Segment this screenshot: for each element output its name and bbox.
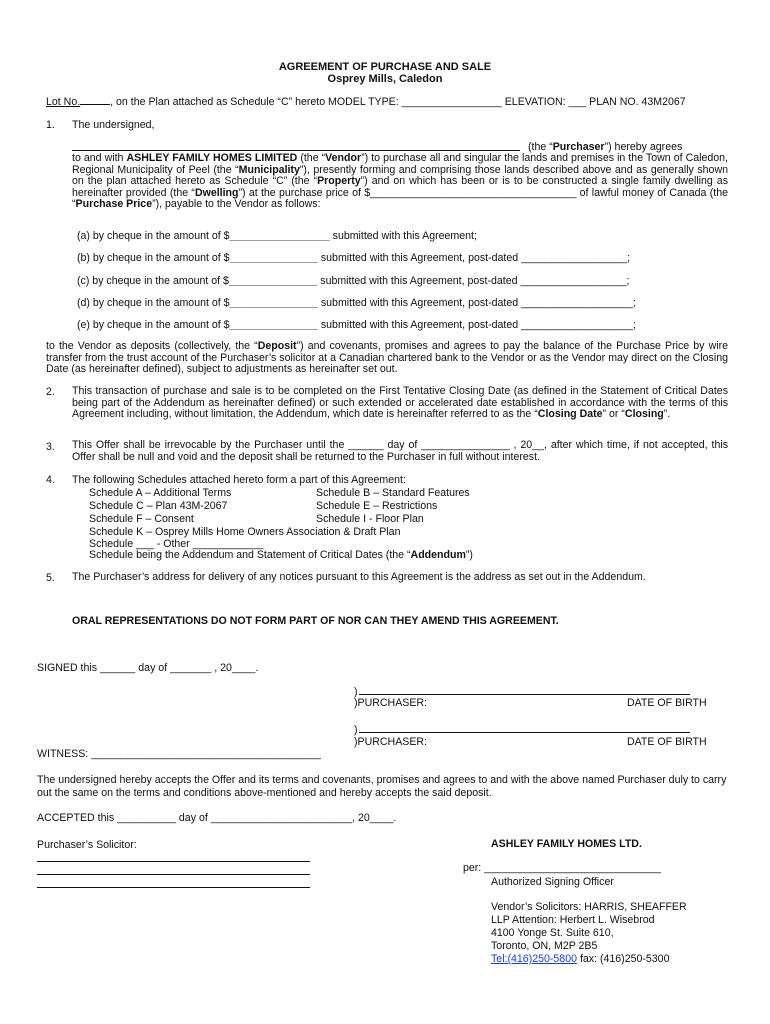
payment-label: (b) by cheque in the amount of $ [77,252,230,264]
oral-representations-notice: ORAL REPRESENTATIONS DO NOT FORM PART OF NOR CAN THEY AMEND THIS AGREEMENT. [72,615,559,627]
payment-label: (c) by cheque in the amount of $ [77,275,229,287]
section-4-number: 4. [46,474,55,486]
purchasers-solicitor-label: Purchaser’s Solicitor: [37,839,137,851]
dob-label-2: DATE OF BIRTH [627,736,707,748]
section-3-number: 3. [46,441,55,453]
section-1-body-b: (the “Vendor”) to purchase all and singular the lands and premises in the Town of Caledon, Regional Municipality of Peel (the “Municipality”), presently forming and comprising those lands described above and as generally shown on the plan attached hereto as Schedule “C” (the “Property”) and on which has been or is to be constructed a single family dwelling as hereinafter provided (the “Dwelling”) at the purchase price of $___________________________________ of lawful money of Canada (the “Purchase Price”), payable to the Vendor as follows: [72,152,729,211]
section-5-text: The Purchaser’s address for delivery of any notices pursuant to this Agreement is the address as set out in the Addendum. [72,571,646,583]
vendor-contact-line [491,953,669,965]
payment-row [77,319,636,331]
vendor-address-line-2: Toronto, ON, M2P 2B5 [491,940,598,952]
solicitor-line-1[interactable] [37,861,310,862]
schedule-k: Schedule K – Osprey Mills Home Owners Association & Draft Plan [89,526,401,538]
payment-amount-blank[interactable]: _______________ [229,297,318,309]
signature-paren-2: ) [354,724,358,736]
section-1-body [72,153,728,211]
section-4-intro: The following Schedules attached hereto form a part of this Agreement: [72,474,406,486]
section-1-intro: The undersigned, [72,119,155,131]
payment-amount-blank[interactable]: _______________ [229,252,318,264]
payment-tail: submitted with this Agreement, post-dated ___________________; [317,319,636,331]
payment-tail: submitted with this Agreement, post-dated __________________; [317,252,631,264]
section-1-number: 1. [46,119,55,131]
vendor-solicitors-line-2: LLP Attention: Herbert L. Wisebrod [491,914,655,926]
lot-label: Lot No. [46,96,81,108]
payment-row [77,275,629,287]
payment-label: (a) by cheque in the amount of $ [77,230,230,242]
vendor-name: ASHLEY FAMILY HOMES LIMITED [126,152,298,164]
lot-line [46,96,686,108]
signature-paren-1: ) [354,686,358,698]
payment-row [77,297,636,309]
purchaser-label-2: )PURCHASER: [354,736,427,748]
signed-line: SIGNED this ______ day of _______ , 20____. [37,662,259,674]
payment-row [77,230,477,242]
section-2-number: 2. [46,386,55,398]
authorized-signing-officer: Authorized Signing Officer [491,876,614,888]
purchaser-label-1: )PURCHASER: [354,697,427,709]
telephone-link[interactable]: Tel:(416)250-5800 [491,953,577,965]
schedule-i: Schedule I - Floor Plan [316,513,424,525]
schedule-addendum: Schedule being the Addendum and Statement of Critical Dates (the “Addendum”) [89,549,473,561]
payment-label: (e) by cheque in the amount of $ [77,319,230,331]
purchaser-name-line[interactable] [72,150,520,151]
solicitor-line-3[interactable] [37,887,310,888]
schedule-b: Schedule B – Standard Features [316,487,470,499]
payment-amount-blank[interactable]: _________________ [229,230,330,242]
section-5-number: 5. [46,572,55,584]
vendor-company-name: ASHLEY FAMILY HOMES LTD. [491,838,642,850]
deposit-paragraph: to the Vendor as deposits (collectively, the “Deposit”) and covenants, promises and agrees to pay the balance of the Purchase Price by wire transfer from the trust account of the Purchaser’s solicitor at a Canadian chartered bank to the Vendor or as the Vendor may direct on the Closing Date (as hereinafter defined), subject to adjustments as hereinafter set out. [46,340,728,376]
payment-label: (d) by cheque in the amount of $ [77,297,230,309]
solicitor-line-2[interactable] [37,874,310,875]
page-subtitle: Osprey Mills, Caledon [327,73,443,85]
schedule-a: Schedule A – Additional Terms [89,487,232,499]
purchaser-tail: (the “Purchaser”) hereby agrees [528,141,683,153]
dob-label-1: DATE OF BIRTH [627,697,707,709]
lot-details: , on the Plan attached as Schedule “C” hereto MODEL TYPE: _________________ ELEVATION: ___ PLAN NO. 43M2067 [110,96,686,108]
payment-tail: submitted with this Agreement, post-dated __________________; [317,275,630,287]
page-title: AGREEMENT OF PURCHASE AND SALE [278,61,492,73]
fax-number: fax: (416)250-5300 [577,953,670,965]
acceptance-paragraph: The undersigned hereby accepts the Offer and its terms and covenants, promises and agrees to and with the above named Purchaser duly to carry out the same on the terms and conditions above-mentioned and hereby accepts the said deposit. [37,774,727,799]
vendor-per-line: per: ______________________________ [463,862,661,874]
schedule-c: Schedule C – Plan 43M-2067 [89,500,228,512]
witness-line: WITNESS: _______________________________________ [37,748,321,760]
purchaser-signature-line-1[interactable] [359,694,690,695]
vendor-address-line-1: 4100 Yonge St. Suite 610, [491,927,614,939]
payment-amount-blank[interactable]: _______________ [228,275,318,287]
accepted-line: ACCEPTED this __________ day of ________________________, 20____. [37,812,397,824]
section-1-body-a: to and with [72,152,127,164]
schedule-e: Schedule E – Restrictions [316,500,438,512]
payment-tail: submitted with this Agreement; [329,230,477,242]
schedule-f: Schedule F – Consent [89,513,194,525]
section-2-text: This transaction of purchase and sale is to be completed on the First Tentative Closing Date (as defined in the Statement of Critical Dates being part of the Addendum as hereinafter defined) or such extended or accelerated date established in accordance with the terms of this Agreement including, without limitation, the Addendum, which date is hereinafter referred to as the “Closing Date” or “Closing”. [72,385,728,421]
schedule-other: Schedule ___ - Other ____________ [89,538,264,550]
purchaser-signature-line-2[interactable] [359,732,690,733]
section-3-text: This Offer shall be irrevocable by the Purchaser until the ______ day of _______________ , 20__, after which time, if not accepted, this Offer shall be null and void and the deposit shall be returned to the Purchaser in full without interest. [72,439,728,463]
payment-tail: submitted with this Agreement, post-dated ___________________; [317,297,636,309]
payment-amount-blank[interactable]: _______________ [229,319,318,331]
payment-row [77,252,630,264]
vendor-solicitors-line-1: Vendor’s Solicitors: HARRIS, SHEAFFER [491,901,687,913]
